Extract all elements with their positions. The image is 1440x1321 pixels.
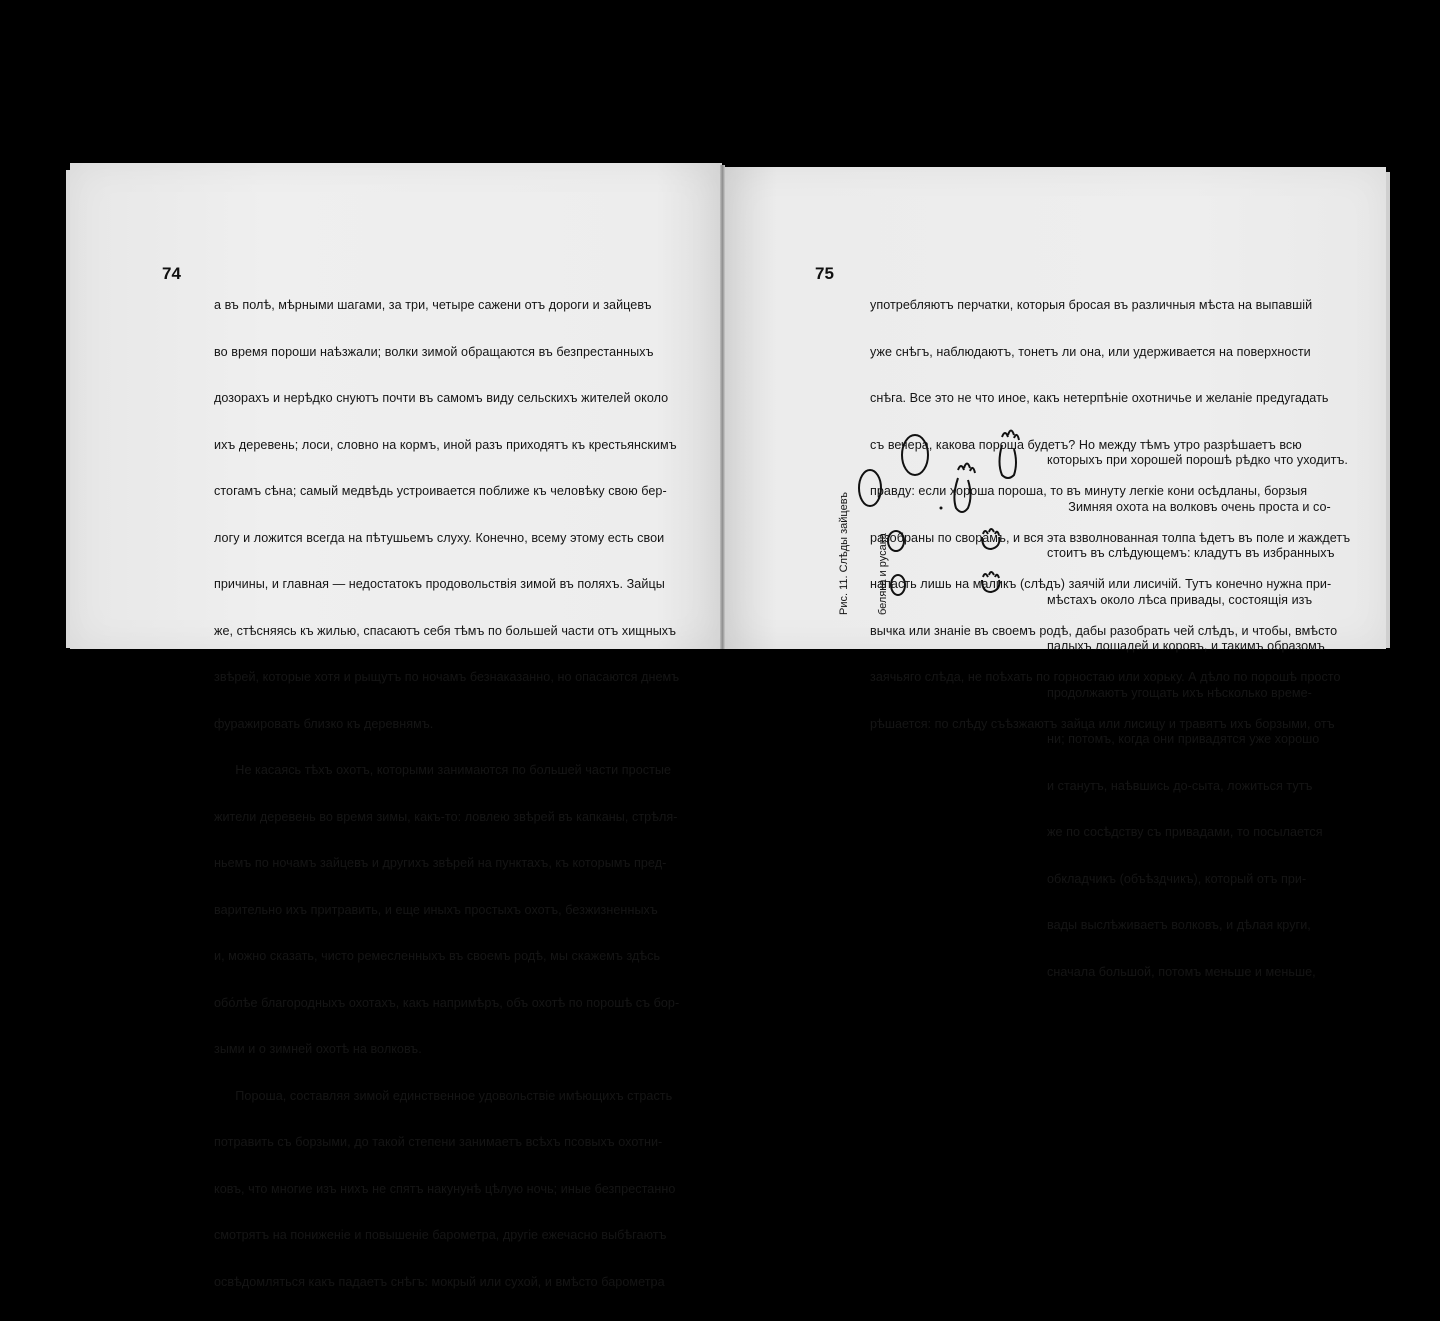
text-line: дозорахъ и нерѣдко снуютъ почти въ самомъ виду сельскихъ жителей около [214,391,669,405]
hare-track-paw-icon [982,580,999,592]
text-line: сначала большой, потомъ меньше и меньше, [1047,964,1316,979]
text-line: ковъ, что многие изъ нихъ не спятъ накунунѣ цѣлую ночь; иные безпрестанно [214,1181,676,1196]
hare-track-oval [891,575,905,595]
left-page-text [214,267,679,1321]
left-page-number: 74 [162,264,181,283]
right-page-column-text [1047,422,1348,1011]
hare-track-paw-icon [954,478,970,512]
text-line: снѣга. Все это не что иное, какъ нетерпѣніе охотничье и желаніе предугадать [870,391,1329,405]
text-line: причины, и главная — недостатокъ продовольствія зимой въ поляхъ. Зайцы [214,577,665,591]
text-line: стогамъ сѣна; самый медвѣдь устроивается поближе къ человѣку свою бер- [214,484,667,498]
text-line: логу и ложится всегда на пѣтушьемъ слуху. Конечно, всему этому есть свои [214,530,665,545]
text-line: и, можно сказать, чисто ремесленныхъ въ своемъ родѣ, мы скажемъ здѣсь [214,949,661,963]
text-line: правду: если хороша пороша, то въ минуту легкіе кони осѣдланы, борзыя [870,484,1308,498]
text-line: палыхъ лошадей и коровъ, и такимъ образомъ [1047,639,1325,653]
text-line: во время пороши наѣзжали; волки зимой обращаются въ безпрестанныхъ [214,344,654,359]
text-line: звѣрей, которые хотя и рыщутъ по ночамъ безнаказанно, но опасаются днемъ [214,670,680,684]
text-line: Зимняя охота на волковъ очень проста и со- [1047,499,1331,514]
hare-track-toes-icon [983,572,999,578]
hare-track-oval [859,470,881,506]
text-line: а въ полѣ, мѣрными шагами, за три, четыре сажени отъ дороги и зайцевъ [214,298,652,312]
text-line: ни; потомъ, когда они привадятся уже хорошо [1047,732,1320,746]
book-gutter [720,165,725,649]
text-line: освѣдомляться какъ падаетъ снѣгъ: мокрый или сухой, и вмѣсто барометра [214,1274,665,1289]
text-line: Не касаясь тѣхъ охотъ, которыми занимаются по большей части простые [214,763,672,777]
text-line: и станутъ, наѣвшись до-сыта, ложиться тутъ [1047,778,1313,793]
text-line: вычка или знаніе въ своемъ родѣ, дабы разобрать чей слѣдъ, и чтобы, вмѣсто [870,623,1338,638]
caption-line: беляка и русака [877,533,889,615]
text-line: жители деревень во время зимы, какъ-то: ловлею звѣрей въ капканы, стрѣля- [214,809,678,824]
text-line: употребляютъ перчатки, которыя бросая въ различныя мѣста на выпавшій [870,298,1313,312]
text-line: стоитъ въ слѣдующемъ: кладутъ въ избранныхъ [1047,546,1335,560]
hare-track-oval [888,531,904,551]
text-line: продолжаютъ угощать ихъ нѣсколько време- [1047,685,1312,700]
text-line: съ вечера, какова пороша будетъ? Но между тѣмъ утро разрѣшаетъ всю [870,437,1302,452]
text-line: же, стѣсняясь къ жилью, спасаютъ себя тѣмъ по большей части отъ хищныхъ [214,623,677,638]
hare-track-paw-icon [982,537,999,549]
text-line: уже снѣгъ, наблюдаютъ, тонетъ ли она, или удерживается на поверхности [870,344,1311,359]
text-line: потравить съ борзыми, до такой степени занимаетъ всѣхъ псовыхъ охотни- [214,1135,663,1149]
text-line: ньемъ по ночамъ зайцевъ и другихъ звѣрей на пунктахъ, къ которымъ пред- [214,856,667,870]
text-line: напасть лишь на маликъ (слѣдъ) заячій или лисичій. Тутъ конечно нужна при- [870,577,1332,591]
text-line: варительно ихъ притравить, и еще иныхъ простыхъ охотъ, безжизненныхъ [214,902,658,917]
hare-track-toes-icon [958,464,975,474]
hare-track-oval [902,435,928,475]
text-line: фуражировать близко къ деревнямъ. [214,716,434,731]
text-line: Пороша, составляя зимой единственное удовольствіе имѣющихъ страсть [214,1088,673,1103]
text-line: которыхъ при хорошей порошѣ рѣдко что уходитъ. [1047,453,1348,467]
text-line: вады выслѣживаетъ волковъ, и дѣлая круги, [1047,918,1311,932]
text-line: ихъ деревень; лоси, словно на кормъ, иной разъ приходятъ къ крестьянскимъ [214,437,677,452]
text-line: обкладчикъ (объѣздчикъ), который отъ при- [1047,871,1307,886]
hare-track-paw-icon [1000,445,1017,478]
right-page-number: 75 [815,264,834,283]
text-line: заячьяго слѣда, не поѣхать по горностаю или хорьку. А дѣло по порошѣ просто [870,670,1341,684]
hare-track-toes-icon [1002,431,1019,441]
text-line: смотрятъ на пониженіе и повышеніе барометра, другіе ежечасно выбѣгаютъ [214,1228,667,1242]
text-line: зыми и о зимней охотѣ на волковъ. [214,1042,422,1056]
text-line: разобраны по сворамъ, и вся эта взволнованная толпа ѣдетъ въ поле и жаждетъ [870,530,1351,545]
ink-dot [940,507,943,510]
caption-line: Рис. 11. Слѣды зайцевъ [838,491,850,615]
text-line: мѣстахъ около лѣса привады, состоящія изъ [1047,592,1313,607]
text-line: рѣшается: по слѣду съѣзжаютъ зайца или лисицу и травятъ ихъ борзыми, отъ [870,716,1335,731]
hare-tracks-illustration [850,425,1040,605]
text-line: же по сосѣдству съ привадами, то посылается [1047,825,1323,839]
hare-track-toes-icon [983,529,999,535]
text-line: обо́лѣе благородныхъ охотахъ, какъ напримѣръ, объ охотѣ по порошѣ съ бор- [214,995,680,1010]
